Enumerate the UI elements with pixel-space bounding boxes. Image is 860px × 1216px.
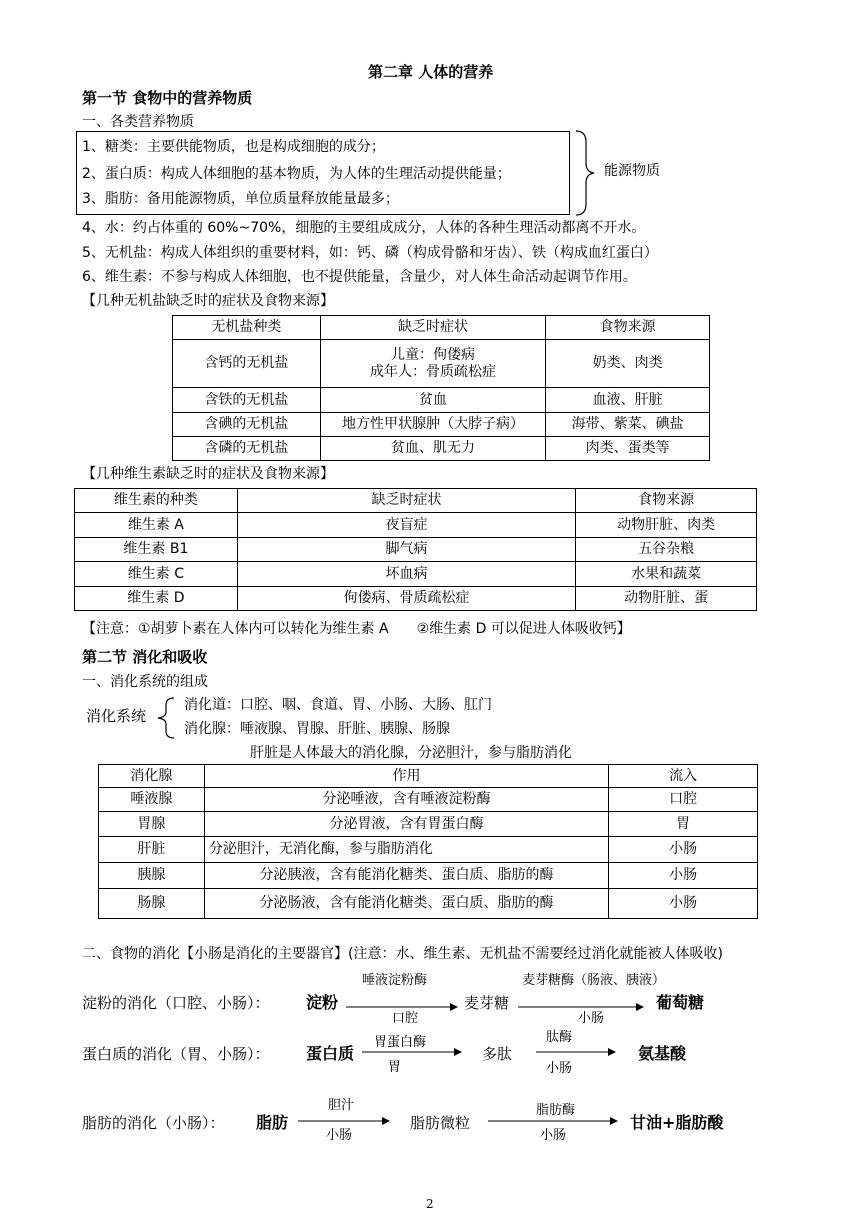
table-cell: 分泌唾液，含有唾液淀粉酶	[204, 788, 608, 812]
table-cell: 肠腺	[99, 889, 205, 919]
table-header-row	[75, 489, 757, 513]
table-cell: 胃腺	[99, 812, 205, 837]
vitamin-table	[74, 488, 757, 611]
starch-end: 葡萄糖	[656, 993, 705, 1012]
table-header: 维生素的种类	[75, 489, 238, 513]
table-cell: 动物肝脏、蛋	[576, 587, 757, 611]
table-cell: 含铁的无机盐	[173, 388, 321, 413]
starch-mid: 麦芽糖	[464, 994, 510, 1012]
table-cell: 小肠	[609, 889, 758, 919]
table-row	[75, 562, 757, 587]
table-header-row	[173, 316, 710, 340]
fat-place-2: 小肠	[540, 1128, 567, 1143]
arrow-icon	[362, 1047, 462, 1057]
table-header: 缺乏时症状	[237, 489, 575, 513]
table-row	[75, 587, 757, 611]
protein-place-1: 胃	[388, 1060, 402, 1075]
fat-start: 脂肪	[256, 1113, 289, 1132]
table-cell: 含碘的无机盐	[173, 413, 321, 437]
protein-end: 氨基酸	[638, 1044, 687, 1063]
starch-place-2: 小肠	[578, 1011, 605, 1026]
fat-enzyme-2: 脂肪酶	[536, 1103, 576, 1118]
arrow-icon	[488, 1116, 618, 1126]
protein-place-2: 小肠	[546, 1061, 573, 1076]
table-row	[173, 340, 710, 388]
table-row	[173, 437, 710, 461]
section1-subheading: 一、各类营养物质	[82, 114, 194, 130]
section2-title: 第二节 消化和吸收	[82, 648, 208, 666]
symptom-line: 儿童：佝偻病	[390, 346, 475, 363]
table-cell: 唾液腺	[99, 788, 205, 812]
arrow-icon	[298, 1116, 390, 1126]
table-header: 缺乏时症状	[320, 316, 546, 340]
nutrient-item: 1、糖类：主要供能物质，也是构成细胞的成分；	[82, 139, 385, 155]
digestive-system-label: 消化系统	[86, 707, 147, 725]
table-cell: 胃	[609, 812, 758, 837]
table-cell: 脚气病	[237, 538, 575, 562]
mineral-table	[172, 315, 710, 461]
fat-end: 甘油+脂肪酸	[630, 1113, 724, 1132]
protein-enzyme-2: 肽酶	[546, 1030, 573, 1045]
vitamin-note: 【注意：①胡萝卜素在人体内可以转化为维生素 A ②维生素 D 可以促进人体吸收钙】	[82, 621, 631, 637]
symptom-line: 成年人：骨质疏松症	[369, 363, 496, 380]
table-cell: 夜盲症	[237, 513, 575, 538]
table-row	[75, 513, 757, 538]
protein-enzyme-1: 胃蛋白酶	[374, 1035, 427, 1050]
table-row	[99, 889, 758, 919]
left-brace-icon	[156, 697, 176, 739]
table-cell: 分泌胰液，含有能消化糖类、蛋白质、脂肪的酶	[204, 863, 608, 889]
table-cell: 分泌肠液，含有能消化糖类、蛋白质、脂肪的酶	[204, 889, 608, 919]
table-row	[75, 538, 757, 562]
digestive-glands: 消化腺：唾液腺、胃腺、肝脏、胰腺、肠腺	[184, 721, 450, 737]
table-cell	[320, 340, 546, 388]
table-header: 消化腺	[99, 765, 205, 788]
section2-subheading-2: 二、食物的消化【小肠是消化的主要器官】(注意：水、维生素、无机盐不需要经过消化就能被人体吸收)	[82, 946, 723, 962]
table-cell: 五谷杂粮	[576, 538, 757, 562]
table-cell: 维生素 C	[75, 562, 238, 587]
arrow-icon	[536, 1047, 616, 1057]
table-cell: 含钙的无机盐	[173, 340, 321, 388]
table-row	[99, 812, 758, 837]
table-header: 无机盐种类	[173, 316, 321, 340]
chapter-title: 第二章 人体的营养	[368, 63, 494, 81]
table-cell: 佝偻病、骨质疏松症	[237, 587, 575, 611]
table-cell: 小肠	[609, 863, 758, 889]
table-row	[99, 788, 758, 812]
fat-enzyme-1: 胆汁	[328, 1098, 355, 1113]
table-row	[99, 863, 758, 889]
gland-table	[98, 764, 758, 919]
liver-note: 肝脏是人体最大的消化腺，分泌胆汁，参与脂肪消化	[250, 745, 572, 761]
table-cell: 动物肝脏、肉类	[576, 513, 757, 538]
nutrient-item: 2、蛋白质：构成人体细胞的基本物质，为人体的生理活动提供能量；	[82, 166, 511, 182]
starch-enzyme-2: 麦芽糖酶（肠液、胰液）	[522, 973, 666, 988]
table-cell: 维生素 D	[75, 587, 238, 611]
table-cell: 地方性甲状腺肿（大脖子病）	[320, 413, 546, 437]
table-row	[99, 837, 758, 863]
mineral-table-caption: 【几种无机盐缺乏时的症状及食物来源】	[82, 293, 334, 309]
right-brace-icon	[574, 130, 596, 216]
table-row	[173, 413, 710, 437]
table-cell: 分泌胆汁，无消化酶，参与脂肪消化	[204, 837, 608, 863]
table-cell: 维生素 B1	[75, 538, 238, 562]
nutrient-item: 4、水：约占体重的 60%~70%，细胞的主要组成成分，人体的各种生理活动都离不开水。	[82, 220, 646, 236]
section1-title: 第一节 食物中的营养物质	[82, 89, 253, 107]
table-cell: 肉类、蛋类等	[546, 437, 710, 461]
protein-mid: 多肽	[482, 1045, 513, 1063]
vitamin-table-caption: 【几种维生素缺乏时的症状及食物来源】	[82, 466, 334, 482]
page-number: 2	[426, 1197, 434, 1211]
starch-label: 淀粉的消化（口腔、小肠）：	[82, 994, 270, 1012]
table-cell: 胰腺	[99, 863, 205, 889]
table-cell: 血液、肝脏	[546, 388, 710, 413]
starch-place-1: 口腔	[392, 1011, 419, 1026]
table-cell: 含磷的无机盐	[173, 437, 321, 461]
table-cell: 口腔	[609, 788, 758, 812]
starch-start: 淀粉	[306, 993, 339, 1012]
table-cell: 贫血	[320, 388, 546, 413]
fat-place-1: 小肠	[326, 1128, 353, 1143]
nutrient-item: 6、维生素：不参与构成人体细胞，也不提供能量，含量少，对人体生命活动起调节作用。	[82, 269, 637, 285]
table-row	[173, 388, 710, 413]
energy-label: 能源物质	[604, 163, 660, 179]
fat-label: 脂肪的消化（小肠）：	[82, 1114, 225, 1132]
protein-start: 蛋白质	[306, 1044, 355, 1063]
table-cell: 肝脏	[99, 837, 205, 863]
table-cell: 分泌胃液，含有胃蛋白酶	[204, 812, 608, 837]
table-cell: 海带、紫菜、碘盐	[546, 413, 710, 437]
starch-enzyme-1: 唾液淀粉酶	[362, 973, 428, 988]
table-header: 食物来源	[546, 316, 710, 340]
table-header: 食物来源	[576, 489, 757, 513]
table-cell: 奶类、肉类	[546, 340, 710, 388]
fat-mid: 脂肪微粒	[410, 1114, 471, 1132]
protein-label: 蛋白质的消化（胃、小肠）：	[82, 1045, 270, 1063]
table-cell: 坏血病	[237, 562, 575, 587]
nutrient-item: 3、脂肪：备用能源物质，单位质量释放能量最多；	[82, 191, 399, 207]
nutrient-item: 5、无机盐：构成人体组织的重要材料，如：钙、磷（构成骨骼和牙齿）、铁（构成血红蛋白）	[82, 245, 658, 261]
table-header: 作用	[204, 765, 608, 788]
table-header: 流入	[609, 765, 758, 788]
digestive-tract: 消化道：口腔、咽、食道、胃、小肠、大肠、肛门	[184, 697, 492, 713]
table-cell: 水果和蔬菜	[576, 562, 757, 587]
table-cell: 小肠	[609, 837, 758, 863]
table-cell: 维生素 A	[75, 513, 238, 538]
table-header-row	[99, 765, 758, 788]
table-cell: 贫血、肌无力	[320, 437, 546, 461]
section2-subheading: 一、消化系统的组成	[82, 674, 208, 690]
